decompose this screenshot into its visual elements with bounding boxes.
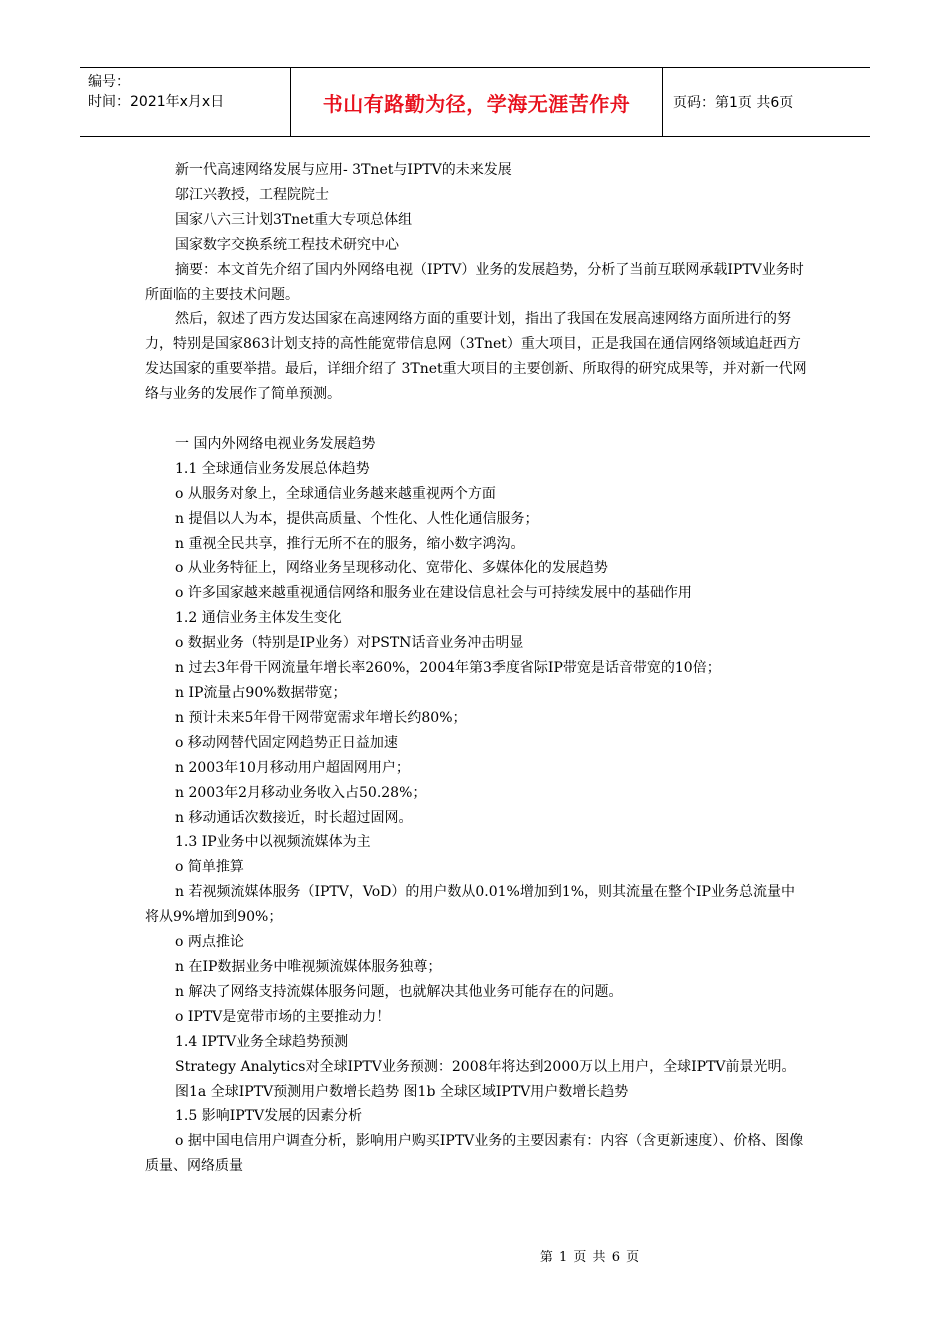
- header-page-info: 页码：第1页 共6页: [673, 95, 794, 111]
- text-line: n 解决了网络支持流媒体服务问题，也就解决其他业务可能存在的问题。: [175, 983, 623, 1000]
- text-line: 然后，叙述了西方发达国家在高速网络方面的重要计划，指出了我国在发展高速网络方面所进行的努力，特别是国家863计划支持的高性能宽带信息网（3Tnet）重大项目，正是我国在通信网络领域追赶西方发达国家的重要举措。最后，详细介绍了 3Tnet重大项目的主要创新、所取得的研究成果等，并对新一代网络与业务的发展作了简单预测。: [145, 311, 807, 403]
- text-line: n 2003年2月移动业务收入占50.28%；: [175, 784, 427, 801]
- text-line: 1.3 IP业务中以视频流媒体为主: [175, 834, 371, 851]
- text-line: n 2003年10月移动用户超固网用户；: [175, 759, 410, 776]
- text-line: o 简单推算: [175, 859, 244, 876]
- text-line: o 数据业务（特别是IP业务）对PSTN话音业务冲击明显: [175, 635, 524, 652]
- text-line: 新一代高速网络发展与应用- 3Tnet与IPTV的未来发展: [175, 162, 512, 178]
- text-line: n 提倡以人为本，提供高质量、个性化、人性化通信服务；: [175, 510, 539, 527]
- page-header: [80, 67, 870, 137]
- text-line: Strategy Analytics对全球IPTV业务预测：2008年将达到2000万以上用户，全球IPTV前景光明。: [175, 1058, 796, 1075]
- text-line: n 预计未来5年骨干网带宽需求年增长约80%；: [175, 709, 467, 726]
- text-line: o 两点推论: [175, 934, 244, 951]
- text-line: o 许多国家越来越重视通信网络和服务业在建设信息社会与可持续发展中的基础作用: [175, 585, 692, 602]
- text-line: n 过去3年骨干网流量年增长率260%，2004年第3季度省际IP带宽是话音带宽的10倍；: [175, 660, 721, 677]
- text-line: o 从服务对象上，全球通信业务越来越重视两个方面: [175, 485, 496, 502]
- text-line: o 移动网替代固定网趋势正日益加速: [175, 734, 398, 751]
- text-line: 一 国内外网络电视业务发展趋势: [175, 435, 376, 452]
- text-line: 1.5 影响IPTV发展的因素分析: [175, 1108, 363, 1125]
- text-line: 邬江兴教授，工程院院士: [175, 186, 329, 203]
- text-line: n 重视全民共享，推行无所不在的服务，缩小数字鸿沟。: [175, 535, 525, 552]
- text-line: 图1a 全球IPTV预测用户数增长趋势 图1b 全球区域IPTV用户数增长趋势: [175, 1083, 629, 1100]
- text-line: o 从业务特征上，网络业务呈现移动化、宽带化、多媒体化的发展趋势: [175, 560, 608, 577]
- document-body: [145, 158, 807, 1179]
- page-footer: 第 1 页 共 6 页: [539, 1250, 641, 1265]
- number-label: 编号：: [88, 74, 130, 90]
- text-line: n 移动通话次数接近，时长超过固网。: [175, 809, 413, 826]
- text-line: 摘要：本文首先介绍了国内外网络电视（IPTV）业务的发展趋势，分析了当前互联网承载IPTV业务时所面临的主要技术问题。: [145, 261, 804, 303]
- text-line: o IPTV是宽带市场的主要推动力！: [175, 1008, 391, 1025]
- text-line: 国家数字交换系统工程技术研究中心: [175, 236, 399, 253]
- text-line: n 在IP数据业务中唯视频流媒体服务独尊；: [175, 958, 442, 975]
- date-line: 时间：2021年x月x日: [88, 94, 225, 110]
- text-line: 1.1 全球通信业务发展总体趋势: [175, 460, 370, 477]
- text-line: o 据中国电信用户调查分析，影响用户购买IPTV业务的主要因素有：内容（含更新速度）、价格、图像质量、网络质量: [145, 1133, 804, 1175]
- text-line: 国家八六三计划3Tnet重大专项总体组: [175, 211, 413, 228]
- text-line: 1.2 通信业务主体发生变化: [175, 610, 342, 627]
- text-line: 1.4 IPTV业务全球趋势预测: [175, 1033, 349, 1050]
- text-line: n 若视频流媒体服务（IPTV，VoD）的用户数从0.01%增加到1%，则其流量在整个IP业务总流量中将从9%增加到90%；: [145, 884, 795, 926]
- blank-line: [145, 407, 807, 432]
- header-meta: [80, 68, 290, 136]
- header-motto: 书山有路勤为径，学海无涯苦作舟: [290, 68, 663, 136]
- text-line: n IP流量占90%数据带宽；: [175, 685, 347, 702]
